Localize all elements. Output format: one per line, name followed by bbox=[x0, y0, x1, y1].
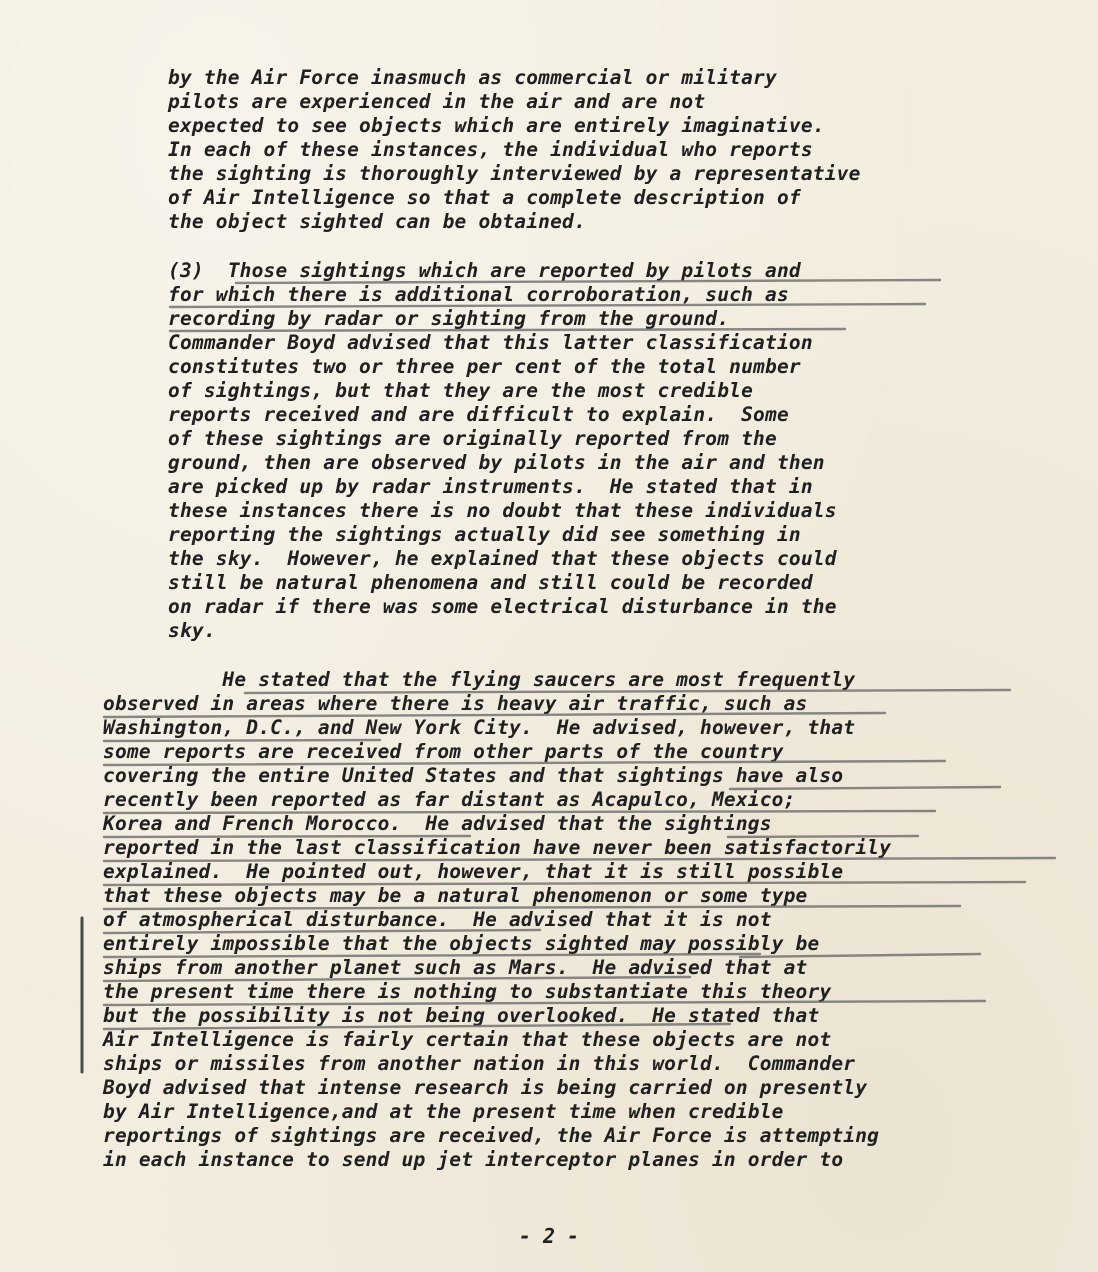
text-line: reportings of sightings are received, the Air Force is attempting bbox=[103, 1124, 880, 1147]
text-line: of Air Intelligence so that a complete description of bbox=[168, 186, 801, 209]
text-line: reports received and are difficult to explain. Some bbox=[168, 403, 789, 426]
text-line: the sighting is thoroughly interviewed by a representative bbox=[168, 162, 861, 185]
text-line: that these objects may be a natural phenomenon or some type bbox=[103, 884, 808, 907]
text-line: on radar if there was some electrical disturbance in the bbox=[168, 595, 837, 618]
text-line: (3) Those sightings which are reported by pilots and bbox=[168, 259, 801, 282]
text-line: still be natural phenomena and still could be recorded bbox=[168, 571, 813, 594]
text-line: covering the entire United States and that sightings have also bbox=[103, 764, 844, 787]
text-line: for which there is additional corroboration, such as bbox=[168, 283, 789, 306]
text-line: some reports are received from other parts of the country bbox=[103, 740, 784, 763]
text-line: in each instance to send up jet interceptor planes in order to bbox=[103, 1148, 844, 1171]
text-line: Air Intelligence is fairly certain that these objects are not bbox=[103, 1028, 832, 1051]
text-line: Commander Boyd advised that this latter classification bbox=[168, 331, 813, 354]
text-line: ships or missiles from another nation in this world. Commander bbox=[103, 1052, 856, 1075]
text-line: by the Air Force inasmuch as commercial or military bbox=[168, 66, 777, 89]
text-line: Boyd advised that intense research is being carried on presently bbox=[103, 1076, 868, 1099]
text-line: reported in the last classification have never been satisfactorily bbox=[103, 836, 892, 859]
text-line: these instances there is no doubt that these individuals bbox=[168, 499, 837, 522]
text-line: He stated that the flying saucers are most frequently bbox=[103, 668, 856, 691]
text-line: of atmospherical disturbance. He advised that it is not bbox=[103, 908, 772, 931]
text-line: entirely impossible that the objects sighted may possibly be bbox=[103, 932, 820, 955]
text-line: expected to see objects which are entirely imaginative. bbox=[168, 114, 825, 137]
page-number: - 2 - bbox=[518, 1224, 580, 1248]
text-line: the object sighted can be obtained. bbox=[168, 210, 586, 233]
text-line: Washington, D.C., and New York City. He advised, however, that bbox=[103, 716, 856, 739]
text-line: Korea and French Morocco. He advised that the sightings bbox=[103, 812, 772, 835]
text-line: In each of these instances, the individual who reports bbox=[168, 138, 813, 161]
text-line: sky. bbox=[168, 619, 216, 642]
text-line: but the possibility is not being overlooked. He stated that bbox=[103, 1004, 820, 1027]
text-line: explained. He pointed out, however, that it is still possible bbox=[103, 860, 844, 883]
text-line: by Air Intelligence,and at the present time when credible bbox=[103, 1100, 784, 1123]
text-line: of sightings, but that they are the most credible bbox=[168, 379, 754, 402]
text-line: are picked up by radar instruments. He stated that in bbox=[168, 475, 813, 498]
text-line: recording by radar or sighting from the ground. bbox=[168, 307, 730, 330]
text-line: the sky. However, he explained that these objects could bbox=[168, 547, 837, 570]
text-line: recently been reported as far distant as Acapulco, Mexico; bbox=[103, 788, 796, 811]
paragraph-3 bbox=[103, 668, 891, 1172]
paragraph-1 bbox=[168, 66, 861, 234]
text-line: reporting the sightings actually did see something in bbox=[168, 523, 801, 546]
text-line: of these sightings are originally reported from the bbox=[168, 427, 777, 450]
text-line: observed in areas where there is heavy air traffic, such as bbox=[103, 692, 808, 715]
text-line: ground, then are observed by pilots in the air and then bbox=[168, 451, 825, 474]
text-line: constitutes two or three per cent of the total number bbox=[168, 355, 801, 378]
text-line: ships from another planet such as Mars. He advised that at bbox=[103, 956, 808, 979]
paragraph-2 bbox=[168, 259, 837, 643]
text-line: the present time there is nothing to substantiate this theory bbox=[103, 980, 832, 1003]
text-line: pilots are experienced in the air and are not bbox=[168, 90, 706, 113]
